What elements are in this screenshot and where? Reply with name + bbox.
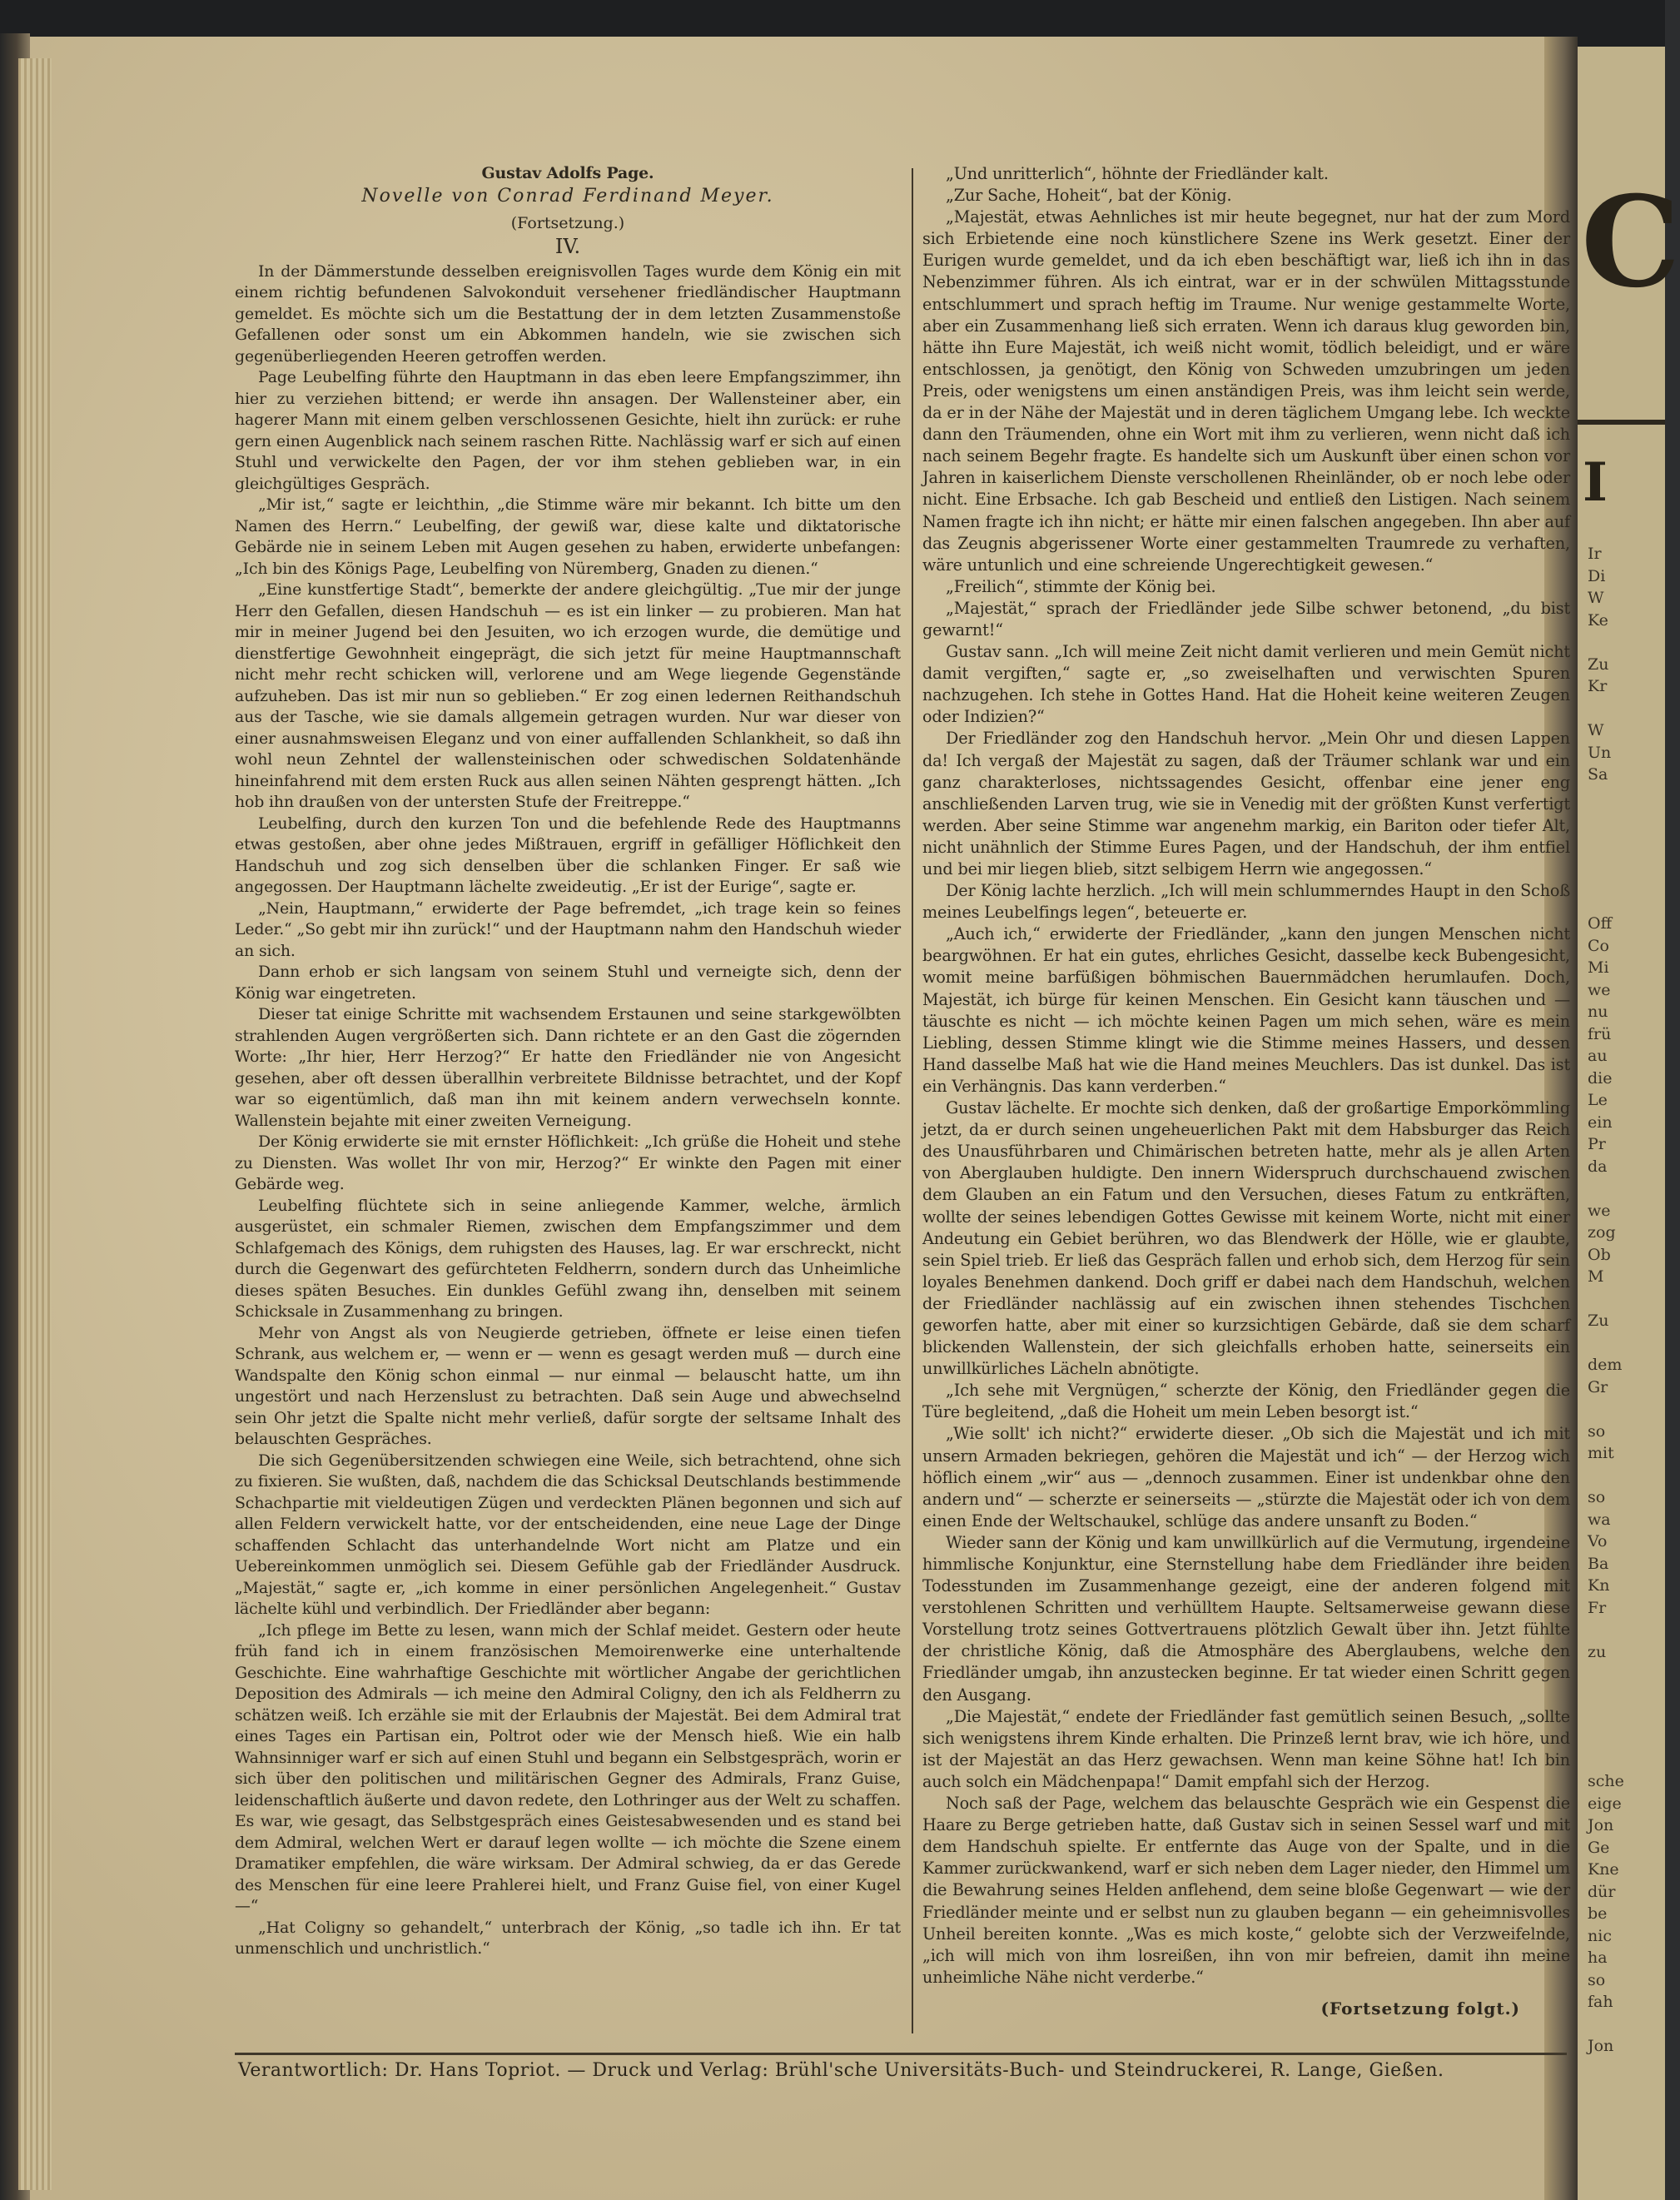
adjacent-page-line-fragment: Di — [1588, 566, 1606, 585]
adjacent-page-line-fragment: zu — [1588, 1642, 1607, 1661]
adjacent-page-line-fragment: ein — [1588, 1112, 1613, 1132]
adjacent-page-line-fragment: M — [1588, 1267, 1604, 1286]
adjacent-page-line-fragment: die — [1588, 1068, 1613, 1088]
adjacent-page-line-fragment: fah — [1588, 1993, 1613, 2011]
adjacent-page-line-fragment: we — [1588, 980, 1611, 999]
adjacent-page-line-fragment: so — [1588, 1488, 1606, 1506]
article-title: Gustav Adolfs Page. — [481, 164, 654, 182]
adjacent-page-line-fragment: we — [1588, 1201, 1611, 1220]
adjacent-page-line-fragment: da — [1588, 1157, 1608, 1176]
adjacent-page-line-fragment: frü — [1588, 1024, 1612, 1043]
article-paragraph: Leubelfing flüchtete sich in seine anliegende Kammer, welche, ärmlich ausgerüstet, ein schmaler Riemen, zwischen dem Empfangszimmer und dem Schlafgemach des Königs, dem ruhigsten des Hauses, lag. Er war erschreckt, nicht durch die Gegenwart des gefürchteten Feldherrn, sondern durch das Unheimliche dieses späten Besuches. Ein dunkles Gefühl zwang ihn, denselben mit seinem Schicksale in Zusammenhang zu bringen. — [235, 1196, 901, 1321]
adjacent-page-line-fragment: Fr — [1588, 1598, 1607, 1617]
adjacent-page-line-fragment: eige — [1588, 1794, 1622, 1813]
adjacent-page-line-fragment: Gr — [1588, 1377, 1608, 1396]
article-paragraph: Der Friedländer zog den Handschuh hervor. „Mein Ohr und diesen Lappen da! Ich vergaß der Majestät zu sagen, daß der Träumer schlank war und ein ganz charakterloses, nichtssagendes Gesicht, offenbar eine jener eng anschließenden Larven trug, wie sie in Venedig mit der größten Kunst verfertigt werden. Aber seine Stimme war angenehm markig, ein Bariton oder tiefer Alt, nicht unähnlich der Stimme Eures Pagen, und der Handschuh, der ihm entfiel und bei mir liegen blieb, sitzt selbigem Herrn wie angegossen.“ — [922, 729, 1570, 879]
adjacent-page-line-fragment: Kn — [1588, 1576, 1610, 1595]
page-stack-edge — [18, 58, 52, 2190]
adjacent-page-line-fragment: dem — [1588, 1356, 1623, 1374]
article-paragraph: Der König erwiderte sie mit ernster Höflichkeit: „Ich grüße die Hoheit und stehe zu Diensten. Was wollet Ihr von mir, Herzog?“ Er winkte den Pagen mit einer Gebärde weg. — [235, 1132, 901, 1193]
article-paragraph: „Ich sehe mit Vergnügen,“ scherzte der König, den Friedländer gegen die Türe begleitend, „daß die Hoheit um mein Leben besorgt ist.“ — [922, 1381, 1570, 1422]
article-paragraph: „Nein, Hauptmann,“ erwiderte der Page befremdet, „ich trage kein so feines Leder.“ „So gebt mir ihn zurück!“ und der Hauptmann nahm den Handschuh wieder an sich. — [235, 898, 901, 960]
article-paragraph: „Eine kunstfertige Stadt“, bemerkte der andere gleichgültig. „Tue mir der junge Herr den Gefallen, diesen Handschuh — es ist ein linker — zu probieren. Man hat mir in meiner Jugend bei den Jesuiten, wo ich erzogen wurde, die demütige und dienstfertige Gewohnheit eingeprägt, die sich jetzt für meine Hauptmannschaft nicht mehr recht schicken will, verlorene und am Wege liegende Gegenstände aufzuheben. Das ist mir nun so geblieben.“ Er zog einen ledernen Reithandschuh aus der Tasche, wie sie damals allgemein getragen wurden. Nur war dieser von einer ausnahmsweisen Eleganz und von einer auffallenden Schlankheit, so daß ihn wohl neun Zehntel der wallensteinischen oder schwedischen Soldatenhände hineinfahrend mit dem ersten Ruck aus allen seinen Nähten gesprengt hätten. „Ich hob ihn draußen von der untersten Stufe der Freitreppe.“ — [235, 580, 901, 811]
adjacent-page-rule — [1578, 420, 1665, 425]
article-paragraph: „Hat Coligny so gehandelt,“ unterbrach der König, „so tadle ich ihn. Er tat unmenschlich und unchristlich.“ — [235, 1918, 901, 1958]
article-paragraph: Dann erhob er sich langsam von seinem Stuhl und verneigte sich, denn der König war eingetreten. — [235, 963, 901, 1003]
article-paragraph: „Auch ich,“ erwiderte der Friedländer, „kann den jungen Menschen nicht beargwöhnen. Er hat ein gutes, ehrliches Gesicht, dasselbe keck Bubengesicht, womit meine barfüßigen böhmischen Bauernmädchen herumlaufen. Doch, Majestät, ich bürge für keinen Menschen. Ein Gesicht kann täuschen und — täuschte es nicht — ich möchte keinen Pagen um mich sehen, wäre es mein Liebling, dessen Stimme klingt wie die Stimme meines Hassers, und dessen Hand dasselbe Maß hat wie die Hand meines Meuchlers. Das ist dunkel. Das ist ein Verhängnis. Das kann verderben.“ — [922, 924, 1570, 1096]
adjacent-page-line-fragment: Off — [1588, 914, 1613, 933]
adjacent-page-line-fragment: Le — [1588, 1091, 1608, 1109]
adjacent-page-line-fragment: Mi — [1588, 958, 1609, 977]
adjacent-page-line-fragment: Zu — [1588, 1312, 1609, 1330]
adjacent-page-line-fragment: Co — [1588, 936, 1609, 955]
adjacent-page-line-fragment: Kr — [1588, 677, 1608, 695]
column-2-body — [922, 163, 1570, 1988]
adjacent-page-heavy-glyph: C — [1581, 169, 1680, 316]
adjacent-page-line-fragment: Pr — [1588, 1135, 1606, 1153]
article-paragraph: „Wie sollt' ich nicht?“ erwiderte dieser. „Ob sich die Majestät und ich mit unsern Armaden bekriegen, gehören die Majestät und ich“ — der Herzog wich höflich einem „wir“ aus — „dennoch zusammen. Einer ist undenkbar ohne den andern und“ — scherzte er seinerseits — „stürzte die Majestät oder ich von dem einen Ende der Weltschaukel, schlüge das andere unsanft zu Boden.“ — [922, 1424, 1570, 1531]
article-paragraph: „Zur Sache, Hoheit“, bat der König. — [946, 186, 1232, 206]
column-1-body — [235, 261, 901, 1960]
article-paragraph: „Und unritterlich“, höhnte der Friedländer kalt. — [946, 164, 1329, 183]
article-column-2 — [922, 163, 1570, 2018]
adjacent-page-line-fragment: Ob — [1588, 1245, 1611, 1264]
adjacent-page-line-fragment: Jon — [1588, 1816, 1614, 1834]
article-paragraph: In der Dämmerstunde desselben ereignisvollen Tages wurde dem König ein mit einem richtig befundenen Salvokonduit versehener friedländischer Hauptmann gemeldet. Es möchte sich um die Bestattung der in dem letzten Zusammenstoße Gefallenen oder sonst um ein Abkommen handeln, wie sie zwischen sich gegenüberliegenden Heeren getroffen werden. — [235, 261, 901, 366]
article-paragraph: Gustav sann. „Ich will meine Zeit nicht damit verlieren und mein Gemüt nicht damit vergiften,“ sagte er, „so zweiselhaften und verwischten Spuren nachzugehen. Ich stehe in Gottes Hand. Hat die Hoheit keine weiteren Zeugen oder Indizien?“ — [922, 642, 1570, 727]
adjacent-page-line-fragment: ha — [1588, 1949, 1608, 1967]
adjacent-page-line-fragment: zog — [1588, 1223, 1616, 1242]
article-paragraph: „Majestät,“ sprach der Friedländer jede Silbe schwer betonend, „du bist gewarnt!“ — [922, 598, 1570, 640]
adjacent-page-line-fragment: au — [1588, 1047, 1608, 1065]
adjacent-page-fragment — [1578, 47, 1680, 2200]
article-paragraph: „Freilich“, stimmte der König bei. — [946, 576, 1216, 596]
article-byline: Novelle von Conrad Ferdinand Meyer. — [361, 185, 774, 207]
article-paragraph: Gustav lächelte. Er mochte sich denken, daß der großartige Emporkömmling jetzt, da er durch seinen ungeheuerlichen Pakt mit dem Habsburger das Reich des Unausführbaren und Chimärischen betreten hatte, mehr als je allen Arten von Aberglauben huldigte. Den innern Widerspruch durchschauend zwischen dem Glauben an ein Fatum und den Versuchen, dieses Fatum zu entkräften, wollte der seines lebendigen Gottes Gewisse mit keinem Worte, nicht mit einer Andeutung ein Gebiet berühren, wo das Blendwerk der Hölle, wie er glaubte, sein Spiel trieb. Er ließ das Gespräch fallen und erhob sich, dem Herzog für sein loyales Benehmen dankend. Doch griff er dabei nach dem Handschuh, welchen der Friedländer nachlässig auf ein zwischen ihnen stehendes Tischchen geworfen hatte, aber mit einer so kurzsichtigen Gebärde, daß sie dem scharf blickenden Wallenstein, der sich gleichfalls erhoben hatte, seinerseits ein unwillkürliches Lächeln abnötigte. — [922, 1098, 1570, 1379]
adjacent-page-line-fragment: Ge — [1588, 1838, 1610, 1857]
adjacent-page-line-fragment: Vo — [1588, 1532, 1608, 1550]
adjacent-page-line-fragment: Un — [1588, 743, 1612, 762]
column-divider — [912, 168, 913, 2033]
adjacent-page-line-fragment: so — [1588, 1970, 1606, 1989]
adjacent-page-line-fragment: Jon — [1588, 2037, 1614, 2055]
article-paragraph: Mehr von Angst als von Neugierde getrieben, öffnete er leise einen tiefen Schrank, aus welchem er, — wenn er — wenn es gesagt werden muß — durch eine Wandspalte den König schon einmal — nur einmal — belauscht hatte, um ihn ungestört und nach Herzenslust zu betrachten. Daß sein Auge und abwechselnd sein Ohr jetzt die Spalte nicht mehr verließ, dafür sorgte der seltsame Inhalt des belauschten Gespräches. — [235, 1323, 901, 1448]
adjacent-page-line-fragment: Ir — [1588, 545, 1602, 563]
adjacent-page-line-fragment: sche — [1588, 1772, 1624, 1790]
to-be-continued-note: (Fortsetzung folgt.) — [1320, 1998, 1520, 2018]
adjacent-page-line-fragment: Ba — [1588, 1554, 1609, 1573]
article-paragraph: Dieser tat einige Schritte mit wachsendem Erstaunen und seine starkgewölbten strahlenden Augen vergrößerten sich. Dann richtete er an den Gast die zögernden Worte: „Ihr hier, Herr Herzog?“ Er hatte den Friedländer nie von Angesicht gesehen, aber oft dessen überallhin verbreitete Bildnisse betrachtet, und der Kopf war so eigentümlich, daß man ihn mit keinem andern verwechseln konnte. Wallenstein bejahte mit einer zweiten Verneigung. — [235, 1005, 901, 1130]
chapter-number: IV. — [554, 234, 581, 258]
adjacent-page-line-fragment: dür — [1588, 1882, 1616, 1901]
adjacent-page-line-fragment: nu — [1588, 1003, 1608, 1021]
adjacent-page-line-fragment: Ke — [1588, 610, 1608, 630]
adjacent-page-line-fragment: be — [1588, 1904, 1608, 1923]
adjacent-page-line-fragment: mit — [1588, 1444, 1614, 1462]
adjacent-page-line-fragment: wa — [1588, 1510, 1611, 1529]
article-paragraph: Der König lachte herzlich. „Ich will mein schlummerndes Haupt in den Schoß meines Leubelfings legen“, beteuerte er. — [922, 881, 1570, 923]
publisher-imprint: Verantwortlich: Dr. Hans Topriot. — Druck und Verlag: Brühl'sche Universitäts-Buch- und Steindruckerei, R. Lange, Gießen. — [238, 2060, 1444, 2081]
adjacent-page-line-fragment: Kne — [1588, 1860, 1619, 1879]
adjacent-page-initial: I — [1583, 451, 1608, 514]
adjacent-page-line-fragment: so — [1588, 1421, 1606, 1441]
footer-rule — [235, 2053, 1567, 2055]
article-paragraph: Noch saß der Page, welchem das belauschte Gespräch wie ein Gespenst die Haare zu Berge getrieben hatte, daß Gustav sich in seinen Sessel warf und mit dem Handschuh spielte. Er entfernte das Auge von der Spalte, und in die Kammer zurückwankend, warf er sich neben dem Lager nieder, den Himmel um die Bewahrung seines Helden anflehend, dem seine bloße Gegenwart — wie der Friedländer meinte und er selbst nun zu glauben begann — ein geheimnisvolles Unheil bereiten konnte. „Was es mich koste,“ gelobte sich der Verzweifelnde, „ich will mich von ihm losreißen, ihn von mir befreien, damit ihn meine unheimliche Nähe nicht verderbe.“ — [922, 1794, 1570, 1987]
article-paragraph: „Ich pflege im Bette zu lesen, wann mich der Schlaf meidet. Gestern oder heute früh fand ich in einem französischen Memoirenwerke eine unterhaltende Geschichte. Eine wahrhaftige Geschichte mit wörtlicher Angabe der gerichtlichen Deposition des Admirals — ich meine den Admiral Coligny, den ich als Feldherrn zu schätzen weiß. Ich erzähle sie mit der Erlaubnis der Majestät. Bei dem Admiral trat eines Tages ein Partisan ein, Poltrot oder wie der Mensch hieß. Wie ein halb Wahnsinniger warf er sich auf einen Stuhl und begann ein Selbstgespräch, worin er sich über den politischen und militärischen Gegner des Admirals, Franz Guise, leidenschaftlich äußerte und davon redete, den Lothringer aus der Welt zu schaffen. Es war, wie gesagt, das Selbstgespräch eines Geistesabwesenden und es stand bei dem Admiral, welchen Wert er darauf legen wollte — ich möchte die Szene einem Dramatiker empfehlen, die wäre wirksam. Der Admiral schwieg, da er das Gerede des Menschen für eine leere Prahlerei hielt, und Franz Guise fiel, von einer Kugel —“ — [235, 1620, 901, 1915]
article-paragraph: „Majestät, etwas Aehnliches ist mir heute begegnet, nur hat der zum Mord sich Erbietende eine noch künstlichere Szene ins Werk gesetzt. Einer der Eurigen wurde gemeldet, und da ich eben beschäftigt war, ließ ich ihn in das Nebenzimmer führen. Als ich eintrat, war er in der schwülen Mittagsstunde entschlummert und sprach heftig im Traume. Nur wenige gestammelte Worte, aber ein Zusammenhang ließ sich erraten. Wenn ich daraus klug geworden bin, hätte ihn Eure Majestät, ich weiß nicht womit, tödlich beleidigt, und er wäre entschlossen, ja genötigt, den König von Schweden umzubringen um jeden Preis, oder wenigstens um einen anständigen Preis, was ihm leicht sein werde, da er in der Nähe der Majestät und in deren täglichem Umgang lebe. Ich weckte dann den Träumenden, ohne ein Wort mit ihm zu verlieren, wenn nicht daß ich nach seinem Begehr fragte. Es handelte sich um Auskunft über einen schon vor Jahren in kaiserlichem Dienste verschollenen Rheinländer, ob er noch lebe oder nicht. Eine Erbsache. Ich gab Bescheid und entließ den Listigen. Nach seinem Namen fragte ich ihn nicht; er hätte mir einen falschen angegeben. Ihn aber auf das Zeugnis abgerissener Worte einer gestammelten Traumrede zu verhaften, wäre untunlich und eine schreiende Ungerechtigkeit gewesen.“ — [922, 207, 1570, 575]
adjacent-page-line-fragment: W — [1588, 589, 1604, 607]
adjacent-page-line-fragment: nic — [1588, 1926, 1612, 1945]
article-paragraph: „Mir ist,“ sagte er leichthin, „die Stimme wäre mir bekannt. Ich bitte um den Namen des Herrn.“ Leubelfing, der gewiß war, diese kalte und diktatorische Gebärde nie in seinem Leben mit Augen gesehen zu haben, erwiderte unbefangen: „Ich bin des Königs Page, Leubelfing von Nüremberg, Gnaden zu dienen.“ — [235, 495, 901, 578]
continuation-note: (Fortsetzung.) — [510, 213, 625, 232]
article-paragraph: Die sich Gegenübersitzenden schwiegen eine Weile, sich betrachtend, ohne sich zu fixieren. Sie wußten, daß, nachdem die das Schicksal Deutschlands bestimmende Schachpartie mit vieldeutigen Zügen und verdeckten Plänen begonnen und sich auf allen Feldern verwickelt hatte, vor der entscheidenden, eine neue Lage der Dinge schaffenden Schlacht das unterhandelnde Wort nicht am Platze und ein Uebereinkommen unmöglich sei. Diesem Gefühle gab der Friedländer Ausdruck. „Majestät,“ sagte er, „ich komme in einer persönlichen Angelegenheit.“ Gustav lächelte kühl und verbindlich. Der Friedländer aber begann: — [235, 1451, 901, 1618]
adjacent-page-line-fragment: W — [1588, 721, 1604, 739]
adjacent-page-line-fragment: Sa — [1588, 765, 1608, 784]
adjacent-page-line-fragment: Zu — [1588, 655, 1609, 674]
article-paragraph: Page Leubelfing führte den Hauptmann in das eben leere Empfangszimmer, ihn hier zu verziehen bittend; er werde ihn ansagen. Der Wallensteiner aber, ein hagerer Mann mit einem gelben verschlossenen Gesichte, hielt ihn zurück: er ruhe gern einen Augenblick nach seinem raschen Ritte. Nachlässig warf er sich auf einen Stuhl und verwickelte den Pagen, der vor ihm stehen geblieben war, in ein gleichgültiges Gespräch. — [235, 368, 901, 493]
article-column-1 — [235, 163, 901, 1960]
article-paragraph: Leubelfing, durch den kurzen Ton und die befehlende Rede des Hauptmanns etwas gestoßen, aber ohne jedes Mißtrauen, ergriff in gefälliger Höflichkeit den Handschuh und zog sich denselben über die schlanken Finger. Er saß wie angegossen. Der Hauptmann lächelte zweideutig. „Er ist der Eurige“, sagte er. — [235, 814, 901, 896]
article-paragraph: Wieder sann der König und kam unwillkürlich auf die Vermutung, irgendeine himmlische Konjunktur, eine Sternstellung habe dem Friedländer ihre beiden Todesstunden im Zusammenhange gezeigt, eine der anderen folgend mit verstohlenen Schritten und verhülltem Haupte. Seltsamerweise gewann diese Vorstellung trotz seines Gottvertrauens plötzlich Gewalt über ihn. Jetzt fühlte der christliche König, daß die Atmosphäre des Aberglaubens, welche den Friedländer umgab, ihn anzustecken beginne. Er tat wieder einen Schritt gegen den Ausgang. — [922, 1532, 1570, 1705]
article-paragraph: „Die Majestät,“ endete der Friedländer fast gemütlich seinen Besuch, „sollte sich wenigstens ihrem Kinde erhalten. Die Prinzeß lernt brav, wie ich höre, und ist der Majestät an das Herz gewachsen. Wenn man keine Söhne hat! Ich bin auch solch ein Mädchenpapa!“ Damit empfahl sich der Herzog. — [922, 1706, 1570, 1791]
